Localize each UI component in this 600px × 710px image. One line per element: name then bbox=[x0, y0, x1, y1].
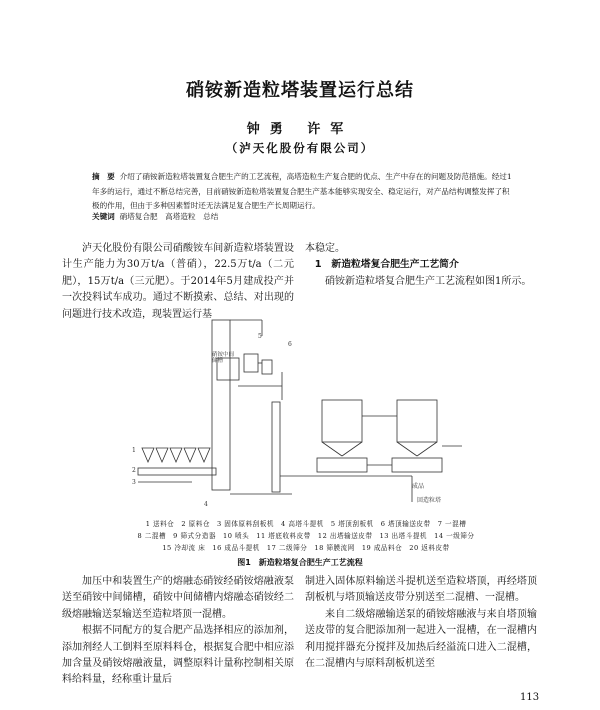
marker-2: 2 bbox=[132, 467, 136, 474]
storage-label: 硝铵中间 bbox=[212, 352, 235, 358]
figure-legend-2: 8 二混槽 9 筛式分造器 10 喷头 11 塔底收料皮带 12 出塔输送皮带 13 出塔斗提机 14 一级筛分 bbox=[137, 532, 475, 540]
affiliation: （泸天化股份有限公司） bbox=[225, 141, 375, 155]
keywords-text: 硝塔复合肥 高塔造粒 总结 bbox=[119, 212, 219, 221]
recycle-label: 回造粒塔 bbox=[417, 497, 442, 504]
paragraph: 来自二级熔融输送泵的硝铵熔融液与来自塔顶输送皮带的复合肥添加剂一起进入一混槽，在一混槽内利用搅拌器充分搅拌及加热后经溢流口进入二混槽，在二混槽内与原料刮板机送至 bbox=[305, 608, 537, 670]
screen-unit-2 bbox=[392, 400, 442, 472]
paragraph: 制进入固体原料输送斗提机送至造粒塔顶，再经塔顶刮板机与塔顶输送皮带分别送至二混槽、一混槽。 bbox=[305, 576, 537, 604]
mixer-2 bbox=[262, 360, 272, 374]
storage-label-2: 储槽 bbox=[212, 358, 224, 364]
process-flow-diagram bbox=[112, 316, 492, 512]
figure-legend-3: 15 冷却流 床 16 成品斗提机 17 二级筛分 18 筛膜流网 19 成品料仓 20 返料皮带 bbox=[162, 544, 450, 552]
body-left-column bbox=[62, 241, 294, 323]
product-label: 成品 bbox=[412, 483, 425, 490]
prilling-tower bbox=[212, 320, 230, 490]
screen-unit-1 bbox=[317, 400, 367, 472]
marker-4: 4 bbox=[204, 501, 208, 508]
paragraph: 加压中和装置生产的熔融态硝铵经硝铵熔融液泵送至硝铵中间储槽，硝铵中间储槽内熔融态硝铵经二级熔融输送泵输送至造粒塔顶一混槽。 bbox=[62, 576, 294, 620]
abstract bbox=[92, 170, 512, 214]
paragraph: 根据不同配方的复合肥产品选择相应的添加剂，添加剂经人工倒料至原料料仓，根据复合肥中相应添加含量及硝铵熔融液量，调整原料计量称控制相关原料给料量，经称重计量后 bbox=[62, 625, 294, 686]
keywords-label: 关键词 bbox=[92, 212, 115, 221]
figure-legend-1: 1 送料仓 2 原料仓 3 固体原料刮板机 4 高塔斗提机 5 塔顶刮板机 6 塔顶输送皮带 7 一混槽 bbox=[145, 520, 467, 528]
marker-1: 1 bbox=[132, 447, 136, 454]
abstract-label: 摘 要 bbox=[92, 172, 115, 181]
paper-title: 硝铵新造粒塔装置运行总结 bbox=[186, 80, 414, 101]
body-left-lower bbox=[62, 574, 294, 689]
authors: 钟勇 许军 bbox=[246, 122, 354, 137]
section-heading: 1 新造粒塔复合肥生产工艺简介 bbox=[314, 259, 459, 271]
abstract-text: 介绍了硝铵新造粒塔装置复合肥生产的工艺流程，高塔造粒生产复合肥的优点、生产中存在的问题及防范措施。经过1年多的运行，通过不断总结完善，目前硝铵新造粒塔装置复合肥生产基本能够实现安全、稳定运行，对产品结构调整发挥了积极的作用，但由于多种因素暂时还无法满足复合肥生产长周期运行。 bbox=[92, 172, 512, 210]
marker-3: 3 bbox=[132, 479, 136, 486]
figure-caption: 图1 新造粒塔复合肥生产工艺流程 bbox=[237, 558, 363, 567]
body-right-lower bbox=[305, 574, 537, 672]
bucket-elevator bbox=[272, 402, 280, 492]
raw-material-bins bbox=[138, 448, 216, 482]
paragraph: 硝铵新造粒塔复合肥生产工艺流程如图1所示。 bbox=[325, 275, 532, 287]
marker-6: 6 bbox=[288, 341, 292, 348]
paragraph: 本稳定。 bbox=[305, 243, 345, 254]
marker-5: 5 bbox=[258, 333, 262, 340]
body-right-column bbox=[305, 241, 537, 290]
mixer-1 bbox=[244, 354, 258, 372]
page-number: 113 bbox=[520, 692, 540, 703]
keywords bbox=[92, 211, 512, 222]
paragraph: 泸天化股份有限公司硝酸铵车间新造粒塔装置设计生产能力为30万t/a（普硝），22.5万t/a（二元肥），15万t/a（三元肥）。于2014年5月建成投产并一次投料试车成功。通过不断摸索、总结、对出现的问题进行技术改造，现装置运行基 bbox=[62, 243, 294, 320]
